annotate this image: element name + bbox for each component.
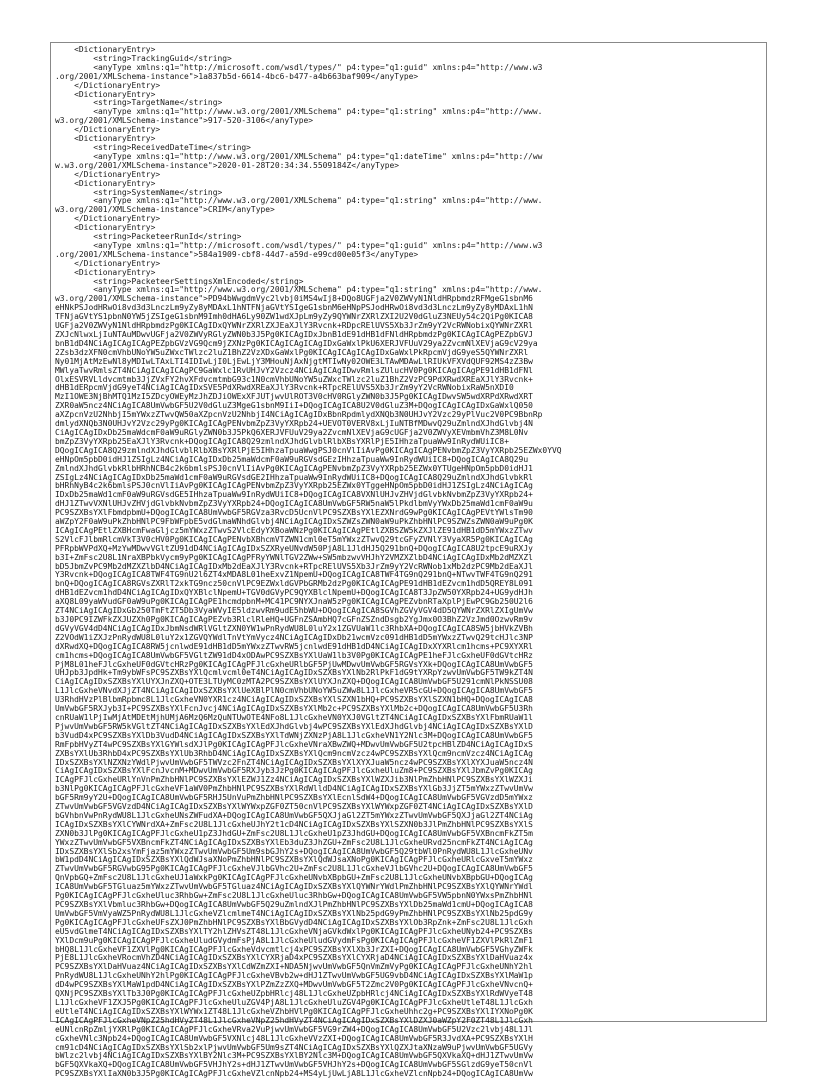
text-line: b3VudD4xPC9SZXBsYXlDb3VudD4NCiAgICAgIDxSZXBsYXlTdWNjZXNzPjA8L1JlcGxheVN1Y2Nlc3M+DQogICAgICA8UmVwbGF5 <box>55 730 533 740</box>
text-line: PjM8L01heFJlcGxheUF0dGVtcHRzPg0KICAgICAgPFJlcGxheURlbGF5PjUwMDwvUmVwbGF5RGVsYXk+DQogICAgICA8UmVwbGF5 <box>55 659 533 669</box>
text-line: IDxDb25maWd1cmF0aW9uRGVsdGE5IHhzaTpuaWw9InRydWUiIC8+DQogICAgICA8VXNlUHJvZHVjdGlvbkNvbmZpZ3VyYXRpb24+ <box>55 490 533 500</box>
text-line: bnB1dD4NCiAgICAgICAgPEZpbGVzVG9Qcm9jZXNzPg0KICAgICAgICAgIDxGaWxlPkU6XERJVFUuV29ya2ZvcmNlXEVjaG9cV29ya <box>55 338 538 348</box>
text-line: CiAgICAgIDxDb25maWdcmF0aW9uRGlyZWN0b3J5PkQ6XERJVFUuV29ya2ZvcmNlXEVjaG9cUGFja2V0ZWVyXEVmbmVhZ3M8L0Nv <box>55 427 529 437</box>
text-line: </DictionaryEntry> <box>55 258 161 268</box>
text-line: eUtleT4NCiAgICAgIDxSZXBsYXlWYWx1ZT48L1JlcGxheVZhbHVlPg0KICAgICAgPFJlcGxheUhhc2g+PC9SZXBsYXlIYXNoPg0K <box>55 1006 533 1016</box>
text-line: w3.org/2001/XMLSchema-instance">PD94bWwgdmVyc2lvbj0iMS4wIj8+DQo8UGFja2V0ZWVyN1NldHRpbmdzRFMgeG1sbnM6 <box>55 294 533 304</box>
text-line: cGxheVNlc3Npb24+DQogICAgICA8UmVwbGF5VXNlcj48L1JlcGxheVVzZXI+DQogICAgICA8UmVwbGF5R3JvdXA+PC9SZXBsYXlH <box>55 1033 533 1043</box>
text-line: PnRydWU8L1JlcGxheUNhY2hlPg0KICAgICAgPFJlcGxheVBvb2w+dHJ1ZTwvUmVwbGF5UG9vbD4NCiAgICAgIDxSZXBsYXlMaW1p <box>55 971 533 981</box>
text-line: <anyType xmlns:q1="http://microsoft.com/wsdl/types/" p4:type="q1:guid" xmlns:p4="http://www.w3 <box>55 240 543 250</box>
text-line: PFRpbWVPdXQ+MzYwMDwvVGltZU91dD4NCiAgICAgIDxSZXRyeUNvdW50PjA8L1JldHJ5Q291bnQ+DQogICAgICA8U2tpcE9uRXJy <box>55 543 533 553</box>
xml-text-block <box>55 46 763 1079</box>
text-line: <DictionaryEntry> <box>55 267 156 277</box>
text-line: MzI1OWE3NjBhMTQ1MzI5ZDcyOWEyMzJhZDJiOWExXFJUTjwvUlROT3V0cHV0RGlyZWN0b3J5Pg0KICAgIDwvSW5wdXRPdXRwdXRT <box>55 392 533 402</box>
text-line: aXZpcnVzU2NhbjI5mYWxzZTwvQW50aXZpcnVzU2NhbjI4NCiAgICAgIDxBbnRpdmlydXNQb3N0UHJvY2Vzc29yPlVuc2V0PC9BbnRp <box>55 410 543 420</box>
text-line: bD5JbmZvPC9Mb2dMZXZlbD4NCiAgICAgIDxMb2dEaXJlY3Rvcnk+RTpcRElUVS5Xb3JrZm9yY2VcRWNob1xMb2dzPC9Mb2dEaXJl <box>55 561 533 571</box>
text-line: <anyType xmlns:q1="http://microsoft.com/wsdl/types/" p4:type="q1:guid" xmlns:p4="http://www.w3 <box>55 62 543 72</box>
text-line: bGF5Rm9yY2U+DQogICAgICA8UmVwbGF5RHJ5UnVuPmZhbHNlPC9SZXBsYXlEcnlSdW4+DQogICAgICA8UmVwbGF5VGVzdD5mYWxz <box>55 793 533 803</box>
text-line: </DictionaryEntry> <box>55 169 161 179</box>
text-line: eHNkPSJodHRwOi8vd3d3LnczLm9yZy8yMDAxL1hNTFNjaGVtYSIgeG1sbnM6eHNpPSJodHRwOi8vd3d3LnczLm9yZy8yMDAxL1hN <box>55 303 533 313</box>
text-line: ICAgIDxSZXBsYXlCYWNrdXA+ZmFsc2U8L1JlcGxheUJhY2t1cD4NCiAgICAgIDxSZXBsYXlSZXN0b3JlPmZhbHNlPC9SZXBsYXlS <box>55 819 533 829</box>
text-line: w3.org/2001/XMLSchema-instance">917-520-3106</anyType> <box>55 116 314 126</box>
text-line: <DictionaryEntry> <box>55 45 156 54</box>
text-line: ZmlndXJhdGlvbkRlbHRhNCB4c2k6bmlsPSJ0cnVlIiAvPg0KICAgICAgPENvbmZpZ3VyYXRpb25EZWx0YTUgeHNpOm5pbD0idHJ1 <box>55 463 533 473</box>
text-line: CiAgICAgIDxSZXBsYXlUYXJnZXQ+OTE3LTUyMC0zMTA2PC9SZXBsYXlUYXJnZXQ+DQogICAgICA8UmVwbGF5U291cmNlPkNSSU08 <box>55 677 533 687</box>
text-line: cnRUaW1lPjIwMjAtMDEtMjhUMjA6MzQ6MzQuNTUwOTE4NFo8L1JlcGxheVN0YXJ0VGltZT4NCiAgICAgIDxSZXBsYXlFbmRUaW1l <box>55 712 533 722</box>
text-line: PjwvUmVwbGF5RW5kVGltZT4NCiAgICAgIDxSZXBsYXlEdXJhdGlvbj4wPC9SZXBsYXlEdXJhdGlvbj4NCiAgICAgIDxSZXBsYXlD <box>55 721 533 731</box>
text-line: 2Zsb3dzXFN0cmVhbUNoYW5uZWxcTWlzc2luZ1BhZ2VzXDxGaWxlPg0KICAgICAgICAgIDxGaWxlPkRpcmVjdG9yeS5QYWNrZXRl <box>55 347 529 357</box>
text-line: UmVwbGF5RXJyb3I+PC9SZXBsYXlFcnJvcj4NCiAgICAgIDxSZXBsYXlMb2c+PC9SZXBsYXlMb2c+DQogICAgICA8UmVwbGF5U3Rh <box>55 704 533 714</box>
text-line: bWlzc2lvbj4NCiAgICAgIDxSZXBsYXlBY2Nlc3M+PC9SZXBsYXlBY2Nlc3M+DQogICAgICA8UmVwbGF5QXVkaXQ+dHJ1ZTwvUmVw <box>55 1051 533 1061</box>
text-line: QnVpbGQ+ZmFsc2U8L1JlcGxheUJ1aWxkPg0KICAgICAgPFJlcGxheUNvbXBpbGU+ZmFsc2U8L1JlcGxheUNvbXBpbGU+DQogICAg <box>55 873 533 883</box>
text-line: DQogICAgICA8Q29zmlndXJhdGlvblRlbXBsYXRlPjE5IHhzaTpuaWwgPSJ0cnVlIiAvPg0KICAgICAgPENvbmZpZ3VyYXRpb25EZWx0YVQ <box>55 445 562 455</box>
text-line: <string>SystemName</string> <box>55 187 223 197</box>
text-line: <anyType xmlns:q1="http://www.w3.org/2001/XMLSchema" p4:type="q1:string" xmlns:p4="http://www. <box>55 196 543 206</box>
text-line: Z2VOdW1iZXJzPnRydWU8L0luY2x1ZGVQYWdlTnVtYmVycz4NCiAgICAgIDxDb21wcmVzc091dHB1dD5mYWxzZTwvQ29tcHJlc3NP <box>55 632 533 642</box>
text-line: ZXN0b3JlPg0KICAgICAgPFJlcGxheU1pZ3JhdGU+ZmFsc2U8L1JlcGxheU1pZ3JhdGU+DQogICAgICA8UmVwbGF5VXBncmFkZT5m <box>55 828 533 838</box>
text-line: ICAgPFJlcGxheURlYnVnPmZhbHNlPC9SZXBsYXlEZWJ1Zz4NCiAgICAgIDxSZXBsYXlWZXJib3NlPmZhbHNlPC9SZXBsYXlWZXJi <box>55 775 533 785</box>
text-line: <anyType xmlns:q1="http://www.w3.org/2001/XMLSchema" p4:type="q1:string" xmlns:p4="http://www. <box>55 285 543 295</box>
text-line: OlxESVRVLldvcmtmb3JjZVxFY2hvXFdvcmtmbG93c1N0cmVhbUNoYW5uZWxcTWlzc2luZ1BhZ2VzPC9PdXRwdXREaXJlY3Rvcnk+ <box>55 374 533 384</box>
text-line: IDxSZXBsYXlNZXNzYWdlPjwvUmVwbGF5TWVzc2FnZT4NCiAgICAgIDxSZXBsYXlXYXJuaW5ncz4wPC9SZXBsYXlXYXJuaW5ncz4N <box>55 757 533 767</box>
text-line: ZXBsYXlUb3RhbD4xPC9SZXBsYXlUb3RhbD4NCiAgICAgIDxSZXBsYXlQcm9ncmVzcz4wPC9SZXBsYXlQcm9ncmVzcz4NCiAgICAg <box>55 748 533 758</box>
text-line: ZXJcNlwxLjIuNTAuMDwvUGFja2V0ZWVyRGlyZWN0b3J5Pg0KICAgIDxJbnB1dE91dHB1dFNldHRpbmdzPg0KICAgICAgPEZpbGVJ <box>55 330 533 339</box>
text-line: dGVyVGV4dD4NCiAgICAgIDxJbmNsdWRlVGltZXN0YW1wPnRydWU8L0luY2x1ZGVUaW1lc3RhbXA+DQogICAgICA8SW5jbHVkZVBh <box>55 623 533 633</box>
text-line: <string>PacketeerSettingsXmlEncoded</string> <box>55 276 304 286</box>
text-line: </DictionaryEntry> <box>55 214 161 224</box>
text-line: <string>ReceivedDateTime</string> <box>55 142 251 152</box>
text-line: bGVhbnVwPnRydWU8L1JlcGxheUNsZWFudXA+DQogICAgICA8UmVwbGF5QXJjaGl2ZT5mYWxzZTwvUmVwbGF5QXJjaGl2ZT4NCiAg <box>55 810 533 820</box>
text-line: aWZpY2F0aW9uPkZhbHNlPC9FbWFpbE5vdGlmaWNhdGlvbj4NCiAgICAgIDxSZWZsZWN0aW9uPkZhbHNlPC9SZWZsZWN0aW9uPg0K <box>55 517 533 527</box>
text-line: Pg0KICAgICAgPFJlcGxheUFsZXJ0PmZhbHNlPC9SZXBsYXlBbGVydD4NCiAgICAgIDxSZXBsYXlOb3RpZnk+ZmFsc2U8L1JlcGxh <box>55 917 533 927</box>
text-line: </DictionaryEntry> <box>55 125 161 135</box>
text-line: <anyType xmlns:q1="http://www.w3.org/2001/XMLSchema" p4:type="q1:dateTime" xmlns:p4="http://ww <box>55 151 543 161</box>
text-line: <string>PacketeerRunId</string> <box>55 232 242 242</box>
text-line: eHNpOm5pbD0idHJ1ZSIgLz4NCiAgICAgIDxDb25maWdcmF0aW9uRGVsdGEzIHhzaTpuaWw9InRydWUiIC8+DQogICAgICA8Q29u <box>55 454 529 464</box>
text-line: cm1hcms+DQogICAgICA8UmVwbGF5VGltZW91dD4xODAwPC9SZXBsYXlUaW1lb3V0Pg0KICAgICAgPE1heFJlcGxheUF0dGVtcHRz <box>55 650 533 660</box>
text-line: ZXR0aW5ncz4NCiAgICA8UmVwbGF5U2V0dGluZ3MgeG1sbnM9IiI+DQogICAgICA8U2V0dGluZ3M+DQogICAgICAgIDxGaWxlQ050 <box>55 401 533 411</box>
text-line: bGF5QXVkaXQ+DQogICAgICA8UmVwbGF5VHJhY2s+dHJ1ZTwvUmVwbGF5VHJhY2s+DQogICAgICA8UmVwbGF5SGlzdG9yeT50cnVl <box>55 1060 533 1070</box>
text-line: ICAgICAgPFJlcGxheVNpZ25hdHVyZT48L1JlcGxheVNpZ25hdHVyZT4NCiAgICAgIDxSZXBsYXlDZXJ0aWZpY2F0ZT48L1JlcGxh <box>55 1015 533 1025</box>
text-line: MWlyaTwvRmlsZT4NCiAgICAgICAgPC9GaWxlc1RvUHJvY2Vzcz4NCiAgICAgIDwvRmlsZUlucHV0Pg0KICAgICAgPE91dHB1dFNl <box>55 365 533 375</box>
text-line: PC9SZXBsYXlFbmdpbmU+DQogICAgICA8UmVwbGF5RGVza3RvcD5UcnVlPC9SZXBsYXlEZXNrdG9wPg0KICAgICAgPEVtYWlsTm90 <box>55 508 533 518</box>
text-line: ZT4NCiAgICAgIDxGb250TmFtZT5Db3VyaWVyIE5ldzwvRm9udE5hbWU+DQogICAgICA8SGVhZGVyVGV4dD5QYWNrZXRlZXIgUmVw <box>55 606 533 616</box>
text-line: </DictionaryEntry> <box>55 80 161 90</box>
text-line: w3.org/2001/XMLSchema-instance">CRIM</anyType> <box>55 205 275 215</box>
text-line: dXRwdXQ+DQogICAgICA8RW5jcnlwdE91dHB1dD5mYWxzZTwvRW5jcnlwdE91dHB1dD4NCiAgICAgIDxXYXRlcm1hcms+PC9XYXRl <box>55 641 533 651</box>
text-line: UGFja2V0ZWVyN1NldHRpbmdzPg0KICAgIDxQYWNrZXRlZXJEaXJlY3Rvcnk+RDpcRElUVS5Xb3JrZm9yY2VcRWNobixQYWNrZXRl <box>55 321 533 331</box>
text-line: PjE8L1JlcGxheVRocmVhZD4NCiAgICAgIDxSZXBsYXlCYXRjaD4xPC9SZXBsYXlCYXRjaD4NCiAgICAgIDxSZXBsYXlDaHVuaz4x <box>55 953 533 963</box>
text-line: w.w3.org/2001/XMLSchema-instance">2020-01-28T20:34:34.5509184Z</anyType> <box>55 160 400 170</box>
text-line: ICAgICAgPEtlZXBHcmFwaGljcz5mYWxzZTwvS2VlcEdyYXBoaWNzPg0KICAgICAgPEtlZXBSZW5kZXJlZE91dHB1dD5mYWxzZTwv <box>55 525 533 535</box>
text-line: .org/2001/XMLSchema-instance">584a1909-cbf8-44d7-a59d-e99cd00e05f3</anyType> <box>55 249 419 259</box>
text-line: TFNjaGVtYS1pbnN0YW5jZSIgeG1sbnM9Imh0dHA6Ly90ZW1wdXJpLm9yZy9QYWNrZXRlZXI2U2V0dGluZ3NEUy54c2QiPg0KICA8 <box>55 312 533 322</box>
text-line: bmZpZ3VyYXRpb25EaXJlY3Rvcnk+DQogICAgICA8Q29zmlndXJhdGlvblRlbXBsYXRlPjE5IHhzaTpuaWw9InRydWUiIC8+ <box>55 436 509 446</box>
text-line: b3J0PC9IZWFkZXJUZXh0Pg0KICAgICAgPEZvb3RlclRleHQ+UGFnZSAmbHQ7cGFnZSZndDsgb2YgJmx0O3BhZ2VzJmd0OzwvRm9v <box>55 615 533 624</box>
text-line: CiAgICAgIDxSZXBsYXlFcnJvcnM+MDwvUmVwbGF5RXJyb3JzPg0KICAgICAgPFJlcGxheUluZm8+PC9SZXBsYXlJbmZvPg0KICAg <box>55 766 533 776</box>
text-line: <DictionaryEntry> <box>55 134 156 144</box>
text-line: dHJ1ZTwvVXNlUHJvZHVjdGlvbkNvbmZpZ3VyYXRpb24+DQogICAgICA8UmVwbGF5RW5naW5lPkdlbmVyYWxDb25maWd1cmF0aW9u <box>55 499 533 509</box>
text-line: cm91cD4NCiAgICAgIDxSZXBsYXlSb2xlPjwvUmVwbGF5Um9sZT4NCiAgICAgIDxSZXBsYXlQZXJtaXNzaW9uPjwvUmVwbGF5UGVy <box>55 1042 533 1052</box>
text-line: QXNjPC9SZXBsYXlTb3J0Pg0KICAgICAgPFJlcGxheUZpbHRlcj48L1JlcGxheUZpbHRlcj4NCiAgICAgIDxSZXBsYXlRdWVyeT48 <box>55 989 533 999</box>
text-line: eUNlcnRpZmljYXRlPg0KICAgICAgPFJlcGxheVRva2VuPjwvUmVwbGF5VG9rZW4+DQogICAgICA8UmVwbGF5U2Vzc2lvbj48L1Jl <box>55 1024 533 1034</box>
document-page <box>50 42 767 1079</box>
text-line: PC9SZXBsYXlVbmluc3RhbGw+DQogICAgICA8UmVwbGF5Q29uZmlndXJlPmZhbHNlPC9SZXBsYXlDb25maWd1cmU+DQogICAgICA8 <box>55 900 533 909</box>
text-line: dD4wPC9SZXBsYXlMaW1pdD4NCiAgICAgIDxSZXBsYXlPZmZzZXQ+MDwvUmVwbGF5T2Zmc2V0Pg0KICAgICAgPFJlcGxheVNvcnQ+ <box>55 980 533 990</box>
text-line: UmVwbGF5VmVyaWZ5PnRydWU8L1JlcGxheVZlcmlmeT4NCiAgICAgIDxSZXBsYXlNb25pdG9yPmZhbHNlPC9SZXBsYXlNb25pdG9y <box>55 908 533 918</box>
text-line: bW1pdD4NCiAgICAgIDxSZXBsYXlQdWJsaXNoPmZhbHNlPC9SZXBsYXlQdWJsaXNoPg0KICAgICAgPFJlcGxheURlcGxveT5mYWxz <box>55 855 533 865</box>
text-line: <anyType xmlns:q1="http://www.w3.org/2001/XMLSchema" p4:type="q1:string" xmlns:p4="http://www. <box>55 107 543 117</box>
text-line: bnQ+DQogICAgICA8RGVsZXRlT2xkTG9ncz50cnVlPC9EZWxldGVPbGRMb2dzPg0KICAgICAgPE91dHB1dEZvcm1hdD5QREY8L091 <box>55 579 533 589</box>
text-line: UHJpb3JpdHk+Tm9ybWFsPC9SZXBsYXlQcmlvcml0eT4NCiAgICAgIDxSZXBsYXlNb2RlPkF1dG9tYXRpYzwvUmVwbGF5TW9kZT4N <box>55 668 533 678</box>
text-line: ICA8UmVwbGF5TGluaz5mYWxzZTwvUmVwbGF5TGluaz4NCiAgICAgIDxSZXBsYXlQYWNrYWdlPmZhbHNlPC9SZXBsYXlQYWNrYWdl <box>55 882 533 892</box>
text-line: .org/2001/XMLSchema-instance">1a837b5d-6614-4bc6-b477-a4b663baf909</anyType> <box>55 71 419 81</box>
text-line: PC9SZXBsYXlIaXN0b3J5Pg0KICAgICAgPFJlcGxheVZlcnNpb24+MS4yLjUwLjA8L1JlcGxheVZlcnNpb24+DQogICAgICA8UmVw <box>55 1069 533 1079</box>
text-line: <DictionaryEntry> <box>55 89 156 99</box>
text-line: IDxSZXBsYXlSb2xsYmFjaz5mYWxzZTwvUmVwbGF5Um9sbGJhY2s+DQogICAgICA8UmVwbGF5Q29tbWl0PnRydWU8L1JlcGxheUNv <box>55 846 533 856</box>
text-line: RmFpbHVyZT4wPC9SZXBsYXlGYWlsdXJlPg0KICAgICAgPFJlcGxheVNraXBwZWQ+MDwvUmVwbGF5U2tpcHBlZD4NCiAgICAgIDxS <box>55 739 533 749</box>
text-line: YXlDcm9uPg0KICAgICAgPFJlcGxheUludGVydmFsPjA8L1JlcGxheUludGVydmFsPg0KICAgICAgPFJlcGxheVF1ZXVlPkRlZmF1 <box>55 935 533 945</box>
text-line: dmlydXNQb3N0UHJvY2Vzc29yPg0KICAgICAgPENvbmZpZ3VyYXRpb24+UEVOT0VERV8xLjIuNTBfMDwvQ29uZmlndXJhdGlvbj4N <box>55 419 533 429</box>
text-line: b3I+ZmFsc2U8L1NraXBPbkVycm9yPg0KICAgICAgPFRyYWNlTGV2ZWw+SW5mbzwvVHJhY2VMZXZlbD4NCiAgICAgIDxMb2dMZXZl <box>55 552 533 562</box>
text-line: PC9SZXBsYXlDaHVuaz4NCiAgICAgIDxSZXBsYXlCdWZmZXI+NDA5NjwvUmVwbGF5QnVmZmVyPg0KICAgICAgPFJlcGxheUNhY2hl <box>55 962 533 972</box>
text-line: b3NlPg0KICAgICAgPFJlcGxheVF1aWV0PmZhbHNlPC9SZXBsYXlRdWlldD4NCiAgICAgIDxSZXBsYXlGb3JjZT5mYWxzZTwvUmVw <box>55 784 533 794</box>
text-line: <DictionaryEntry> <box>55 223 156 233</box>
text-line: Pg0KICAgICAgPFJlcGxheUluc3RhbGw+ZmFsc2U8L1JlcGxheUluc3RhbGw+DQogICAgICA8UmVwbGF5VW5pbnN0YWxsPmZhbHNl <box>55 891 533 901</box>
text-line: ZSIgLz4NCiAgICAgIDxDb25maWd1cmF0aW9uRGVsdGE2IHhzaTpuaWw9InRydWUiIC8+DQogICAgICA8Q29uZmlndXJhdGlvbkRl <box>55 472 533 482</box>
text-line: eU5vdGlmeT4NCiAgICAgIDxSZXBsYXlTY2hlZHVsZT48L1JlcGxheVNjaGVkdWxlPg0KICAgICAgPFJlcGxheUNyb24+PC9SZXBs <box>55 926 533 936</box>
text-line: U3RhdHVzPlBlbmRpbmc8L1JlcGxheVN0YXR1cz4NCiAgICAgIDxSZXBsYXlSZXN1bHQ+PC9SZXBsYXlSZXN1bHQ+DQogICAgICA8 <box>55 695 533 705</box>
text-line: ZTwvUmVwbGF5VGVzdD4NCiAgICAgIDxSZXBsYXlWYWxpZGF0ZT50cnVlPC9SZXBsYXlWYWxpZGF0ZT4NCiAgICAgIDxSZXBsYXlD <box>55 802 533 812</box>
text-line: <string>TrackingGuid</string> <box>55 53 232 63</box>
text-line: Y3Rvcnk+DQogICAgICA8TWF4TG9nU2l6ZT4xMDA8L01heExvZ1NpemU+DQogICAgICA8TWF4TG9nQ291bnQ+NTwvTWF4TG9nQ291 <box>55 570 533 580</box>
text-line: bHQ8L1JlcGxheVF1ZXVlPg0KICAgICAgPFJlcGxheVdvcmtlcj4xPC9SZXBsYXlXb3JrZXI+DQogICAgICA8UmVwbGF5VGhyZWFk <box>55 944 533 954</box>
text-line: dHB1dEZvcm1hdD4NCiAgICAgIDxQYXBlclNpemU+TGV0dGVyPC9QYXBlclNpemU+DQogICAgICA8T3JpZW50YXRpb24+UG9ydHJh <box>55 588 533 598</box>
text-line: <string>TargetName</string> <box>55 98 223 108</box>
text-line: YWxzZTwvUmVwbGF5VXBncmFkZT4NCiAgICAgIDxSZXBsYXlEb3duZ3JhZGU+ZmFsc2U8L1JlcGxheURvd25ncmFkZT4NCiAgICAg <box>55 837 533 847</box>
text-line: bHRhNyB4c2k6bmlsPSJ0cnVlIiAvPg0KICAgICAgPENvbmZpZ3VyYXRpb25EZWx0YTggeHNpOm5pbD0idHJ1ZSIgLz4NCiAgICAg <box>55 481 533 491</box>
text-line: L1JlcGxheVF1ZXJ5Pg0KICAgICAgPFJlcGxheUluZGV4PjA8L1JlcGxheUluZGV4Pg0KICAgICAgPFJlcGxheUtleT48L1JlcGxh <box>55 997 533 1007</box>
text-line: aXQ8L09yaWVudGF0aW9uPg0KICAgICAgPE1hcmdpbnM+MC41PC9NYXJnaW5zPg0KICAgICAgPEZvbnRTaXplPjEwPC9Gb250U2l6 <box>55 597 533 607</box>
text-line: <DictionaryEntry> <box>55 178 156 188</box>
text-line: S2VlcFJlbmRlcmVkT3V0cHV0Pg0KICAgICAgPENvbXBhcmVTZWN1cml0eT5mYWxzZTwvQ29tcGFyZVNlY3VyaXR5Pg0KICAgICAg <box>55 534 533 544</box>
text-line: dHB1dERpcmVjdG9yeT4NCiAgICAgIDxSVE5PdXRwdXREaXJlY3Rvcnk+RTpcRElUVS5Xb3JrZm9yY2VcRWNobixRaW5nXDI0 <box>55 383 514 393</box>
text-line: ZTwvUmVwbGF5RGVwbG95Pg0KICAgICAgPFJlcGxheVJlbGVhc2U+ZmFsc2U8L1JlcGxheVJlbGVhc2U+DQogICAgICA8UmVwbGF5 <box>55 864 533 874</box>
text-line: L1JlcGxheVNvdXJjZT4NCiAgICAgIDxSZXBsYXlUeXBlPlN0cmVhbUNoYW5uZWw8L1JlcGxheVR5cGU+DQogICAgICA8UmVwbGF5 <box>55 686 533 696</box>
text-line: Ny01MjAtMzEwNl8yMDIwLTAxLTI4IDIwLjI0LjEwLjY3MHouNjAxNjgtMTIwNy02OWE3LTAwMDAwLlRIUkVFXVdQUF92MS4zZ3Bw <box>55 356 533 366</box>
